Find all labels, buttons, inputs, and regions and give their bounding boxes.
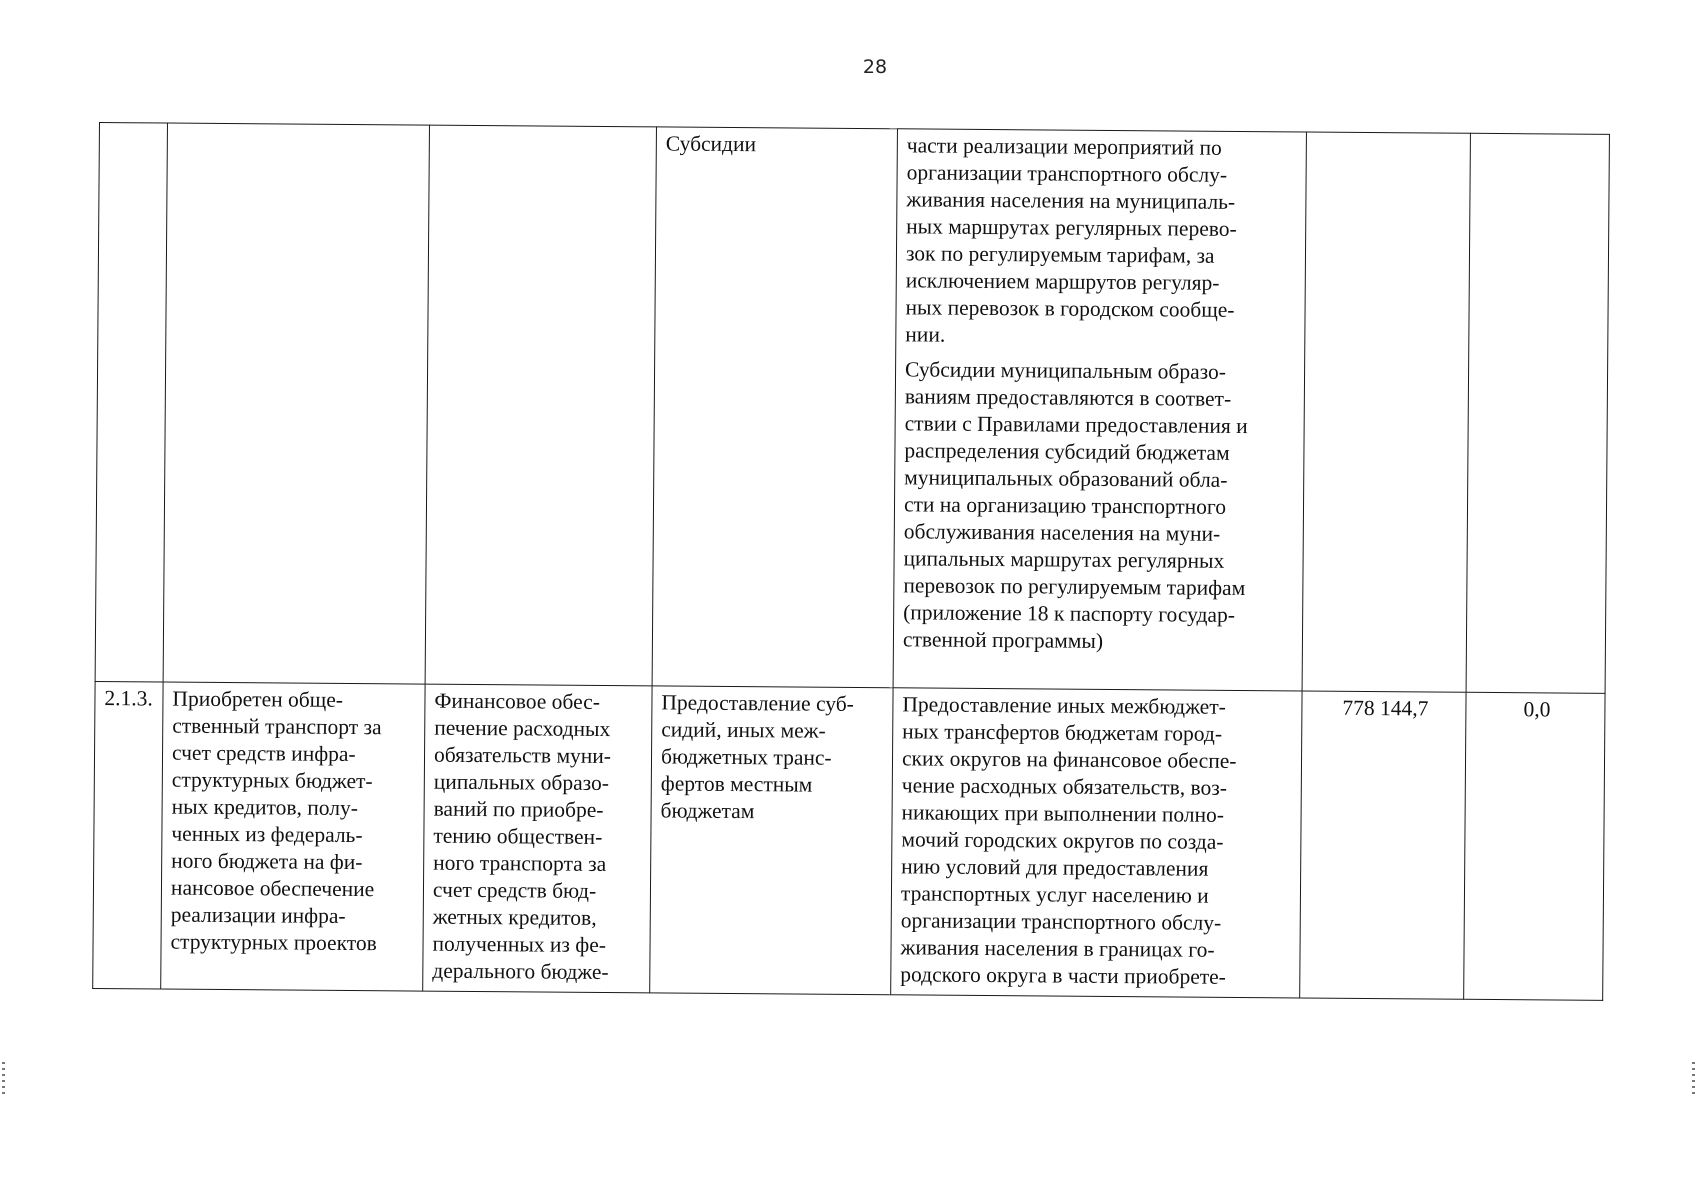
- cell-description: [893, 129, 1306, 691]
- page-number: 28: [862, 56, 888, 78]
- cell-tool: Субсидии: [652, 127, 897, 688]
- cell-amount: [1302, 132, 1470, 692]
- cell-id: [95, 123, 167, 683]
- cell-amount: 778 144,7: [1300, 691, 1466, 999]
- table-row: [95, 123, 1609, 694]
- description-paragraph: Субсидии муниципальным образо- ваниям предоставляются в соответ- ствии с Правилами предоставления и распределения субсидий бюджетам муниципальных образований обла- сти на организацию транспортного обслуживания населения на муни- ципальных маршрутах регулярных перевозок по регулируемым тарифам (приложение 18 к паспорту государ- ственной программы): [902, 357, 1248, 653]
- cell-result: Приобретен обще- ственный транспорт за счет средств инфра- структурных бюджет- ных кредитов, полу- ченных из федераль- ного бюджета на фи- нансовое обеспечение реализации инфра- структурных проектов: [161, 682, 425, 991]
- cell-tool: Предоставление суб- сидий, иных меж- бюджетных транс- фертов местным бюджетам: [650, 686, 893, 995]
- table-row: [93, 681, 1605, 1000]
- description-paragraph: части реализации мероприятий по организации транспортного обслу- живания населения на муниципаль- ных маршрутах регулярных перево- зок по регулируемым тарифам, за исключением маршрутов регуляр- ных перевозок в городском сообще- нии.: [905, 133, 1237, 347]
- cell-description: [891, 688, 1302, 998]
- cell-amount-2: 0,0: [1464, 692, 1605, 1000]
- scan-edge-marks-right: [1692, 1062, 1695, 1094]
- program-table: [92, 122, 1610, 1001]
- cell-amount-2: [1466, 133, 1609, 693]
- scan-edge-marks-left: [2, 1062, 5, 1094]
- cell-financing: Финансовое обес- печение расходных обязательств муни- ципальных образо- ваний по приобре- тению обществен- ного транспорта за счет средств бюд- жетных кредитов, полученных из фе- дерального бюдже-: [423, 684, 652, 993]
- cell-financing: [425, 125, 656, 686]
- cell-result: [163, 123, 429, 684]
- cell-id: 2.1.3.: [93, 681, 163, 989]
- description-paragraph: Предоставление иных межбюджет- ных трансфертов бюджетам город- ских округов на финансовое обеспе- чение расходных обязательств, воз- никающих при выполнении полно- мочий городских округов по созда- нию условий для предоставления транспортных услуг населению и организации транспортного обслу- живания населения в границах го- родского округа в части приобрете-: [900, 692, 1237, 989]
